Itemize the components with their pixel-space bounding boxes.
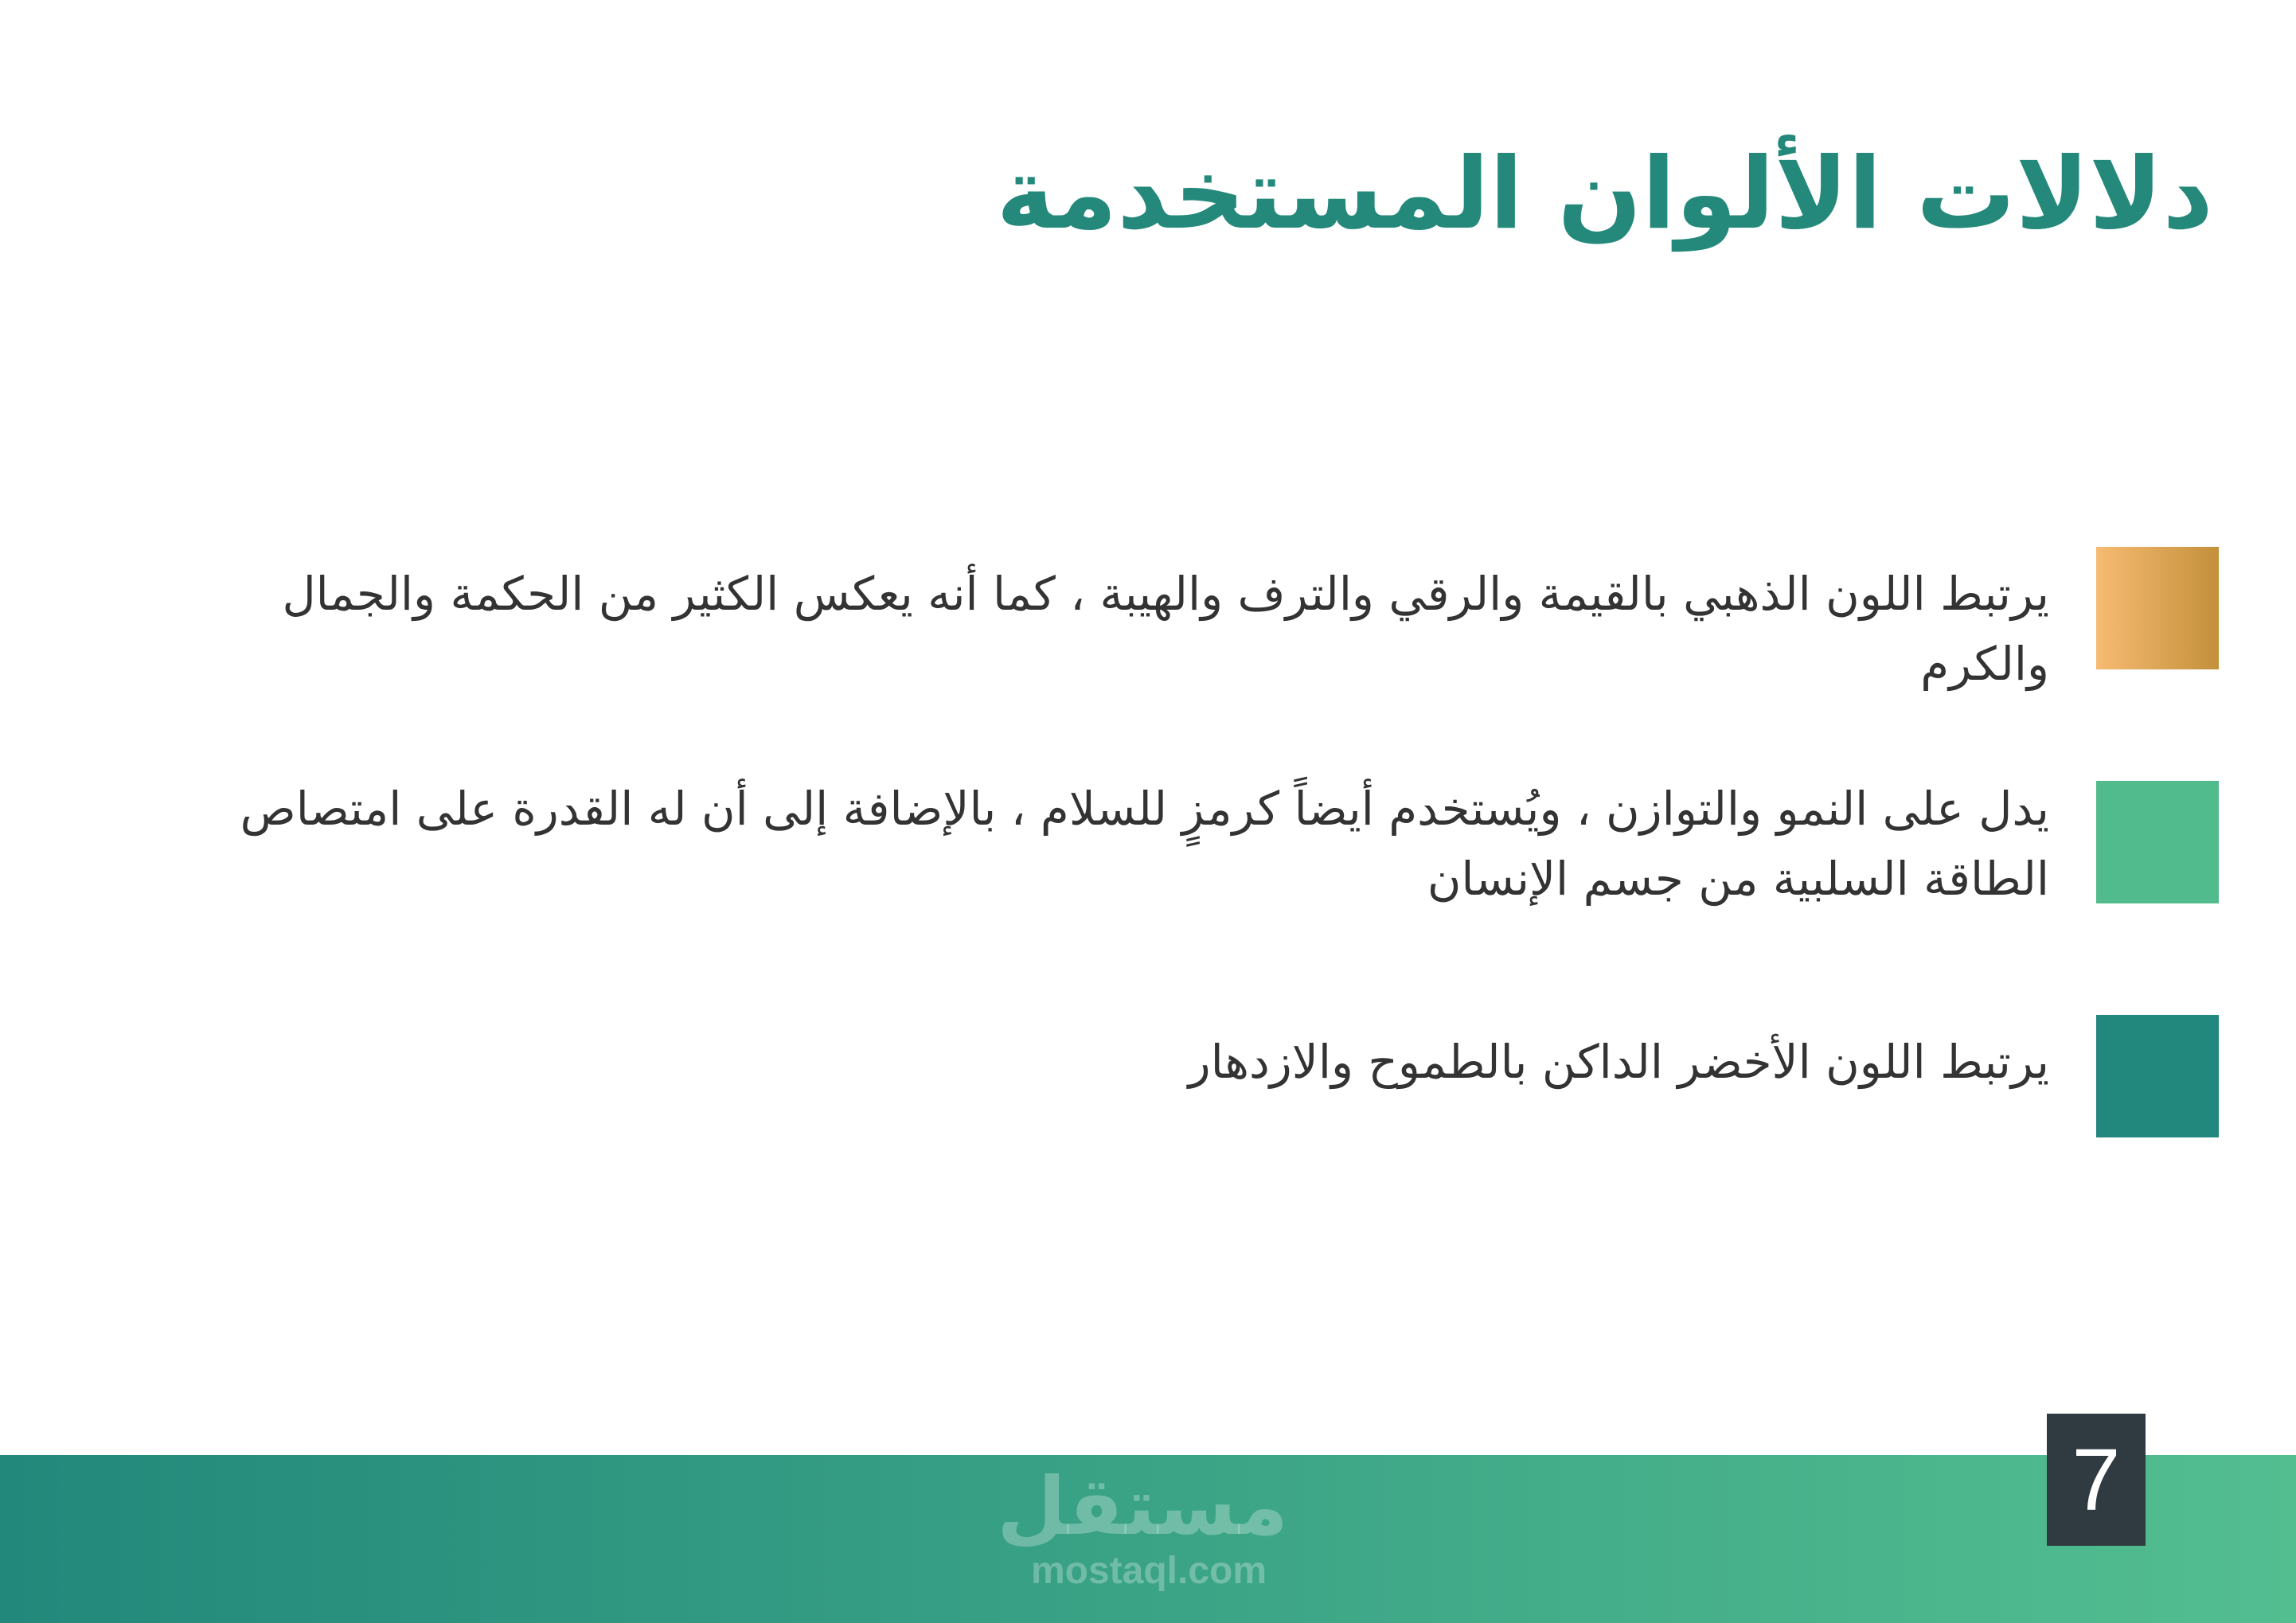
page-number-badge: 7 bbox=[2047, 1414, 2146, 1546]
dark-green-color-swatch bbox=[2096, 1015, 2219, 1137]
watermark-latin: mostaql.com bbox=[1030, 1550, 1267, 1592]
gold-description: يرتبط اللون الذهبي بالقيمة والرقي والترف والهيبة ، كما أنه يعكس الكثير من الحكمة والجمال والكرم bbox=[282, 567, 2049, 691]
green-color-swatch bbox=[2096, 781, 2219, 903]
mostaql-watermark-logo bbox=[997, 1460, 1288, 1592]
dark-green-description: يرتبط اللون الأخضر الداكن بالطموح والازدهار bbox=[1188, 1035, 2049, 1089]
gold-color-swatch bbox=[2096, 547, 2219, 669]
watermark-arabic: مستقل bbox=[997, 1460, 1288, 1553]
page-title: دلالات الألوان المستخدمة bbox=[996, 137, 2213, 252]
green-description: يدل على النمو والتوازن ، ويُستخدم أيضاً كرمزٍ للسلام ، بالإضافة إلى أن له القدرة على امتصاص الطاقة السلبية من جسم الإنسان bbox=[240, 782, 2049, 906]
